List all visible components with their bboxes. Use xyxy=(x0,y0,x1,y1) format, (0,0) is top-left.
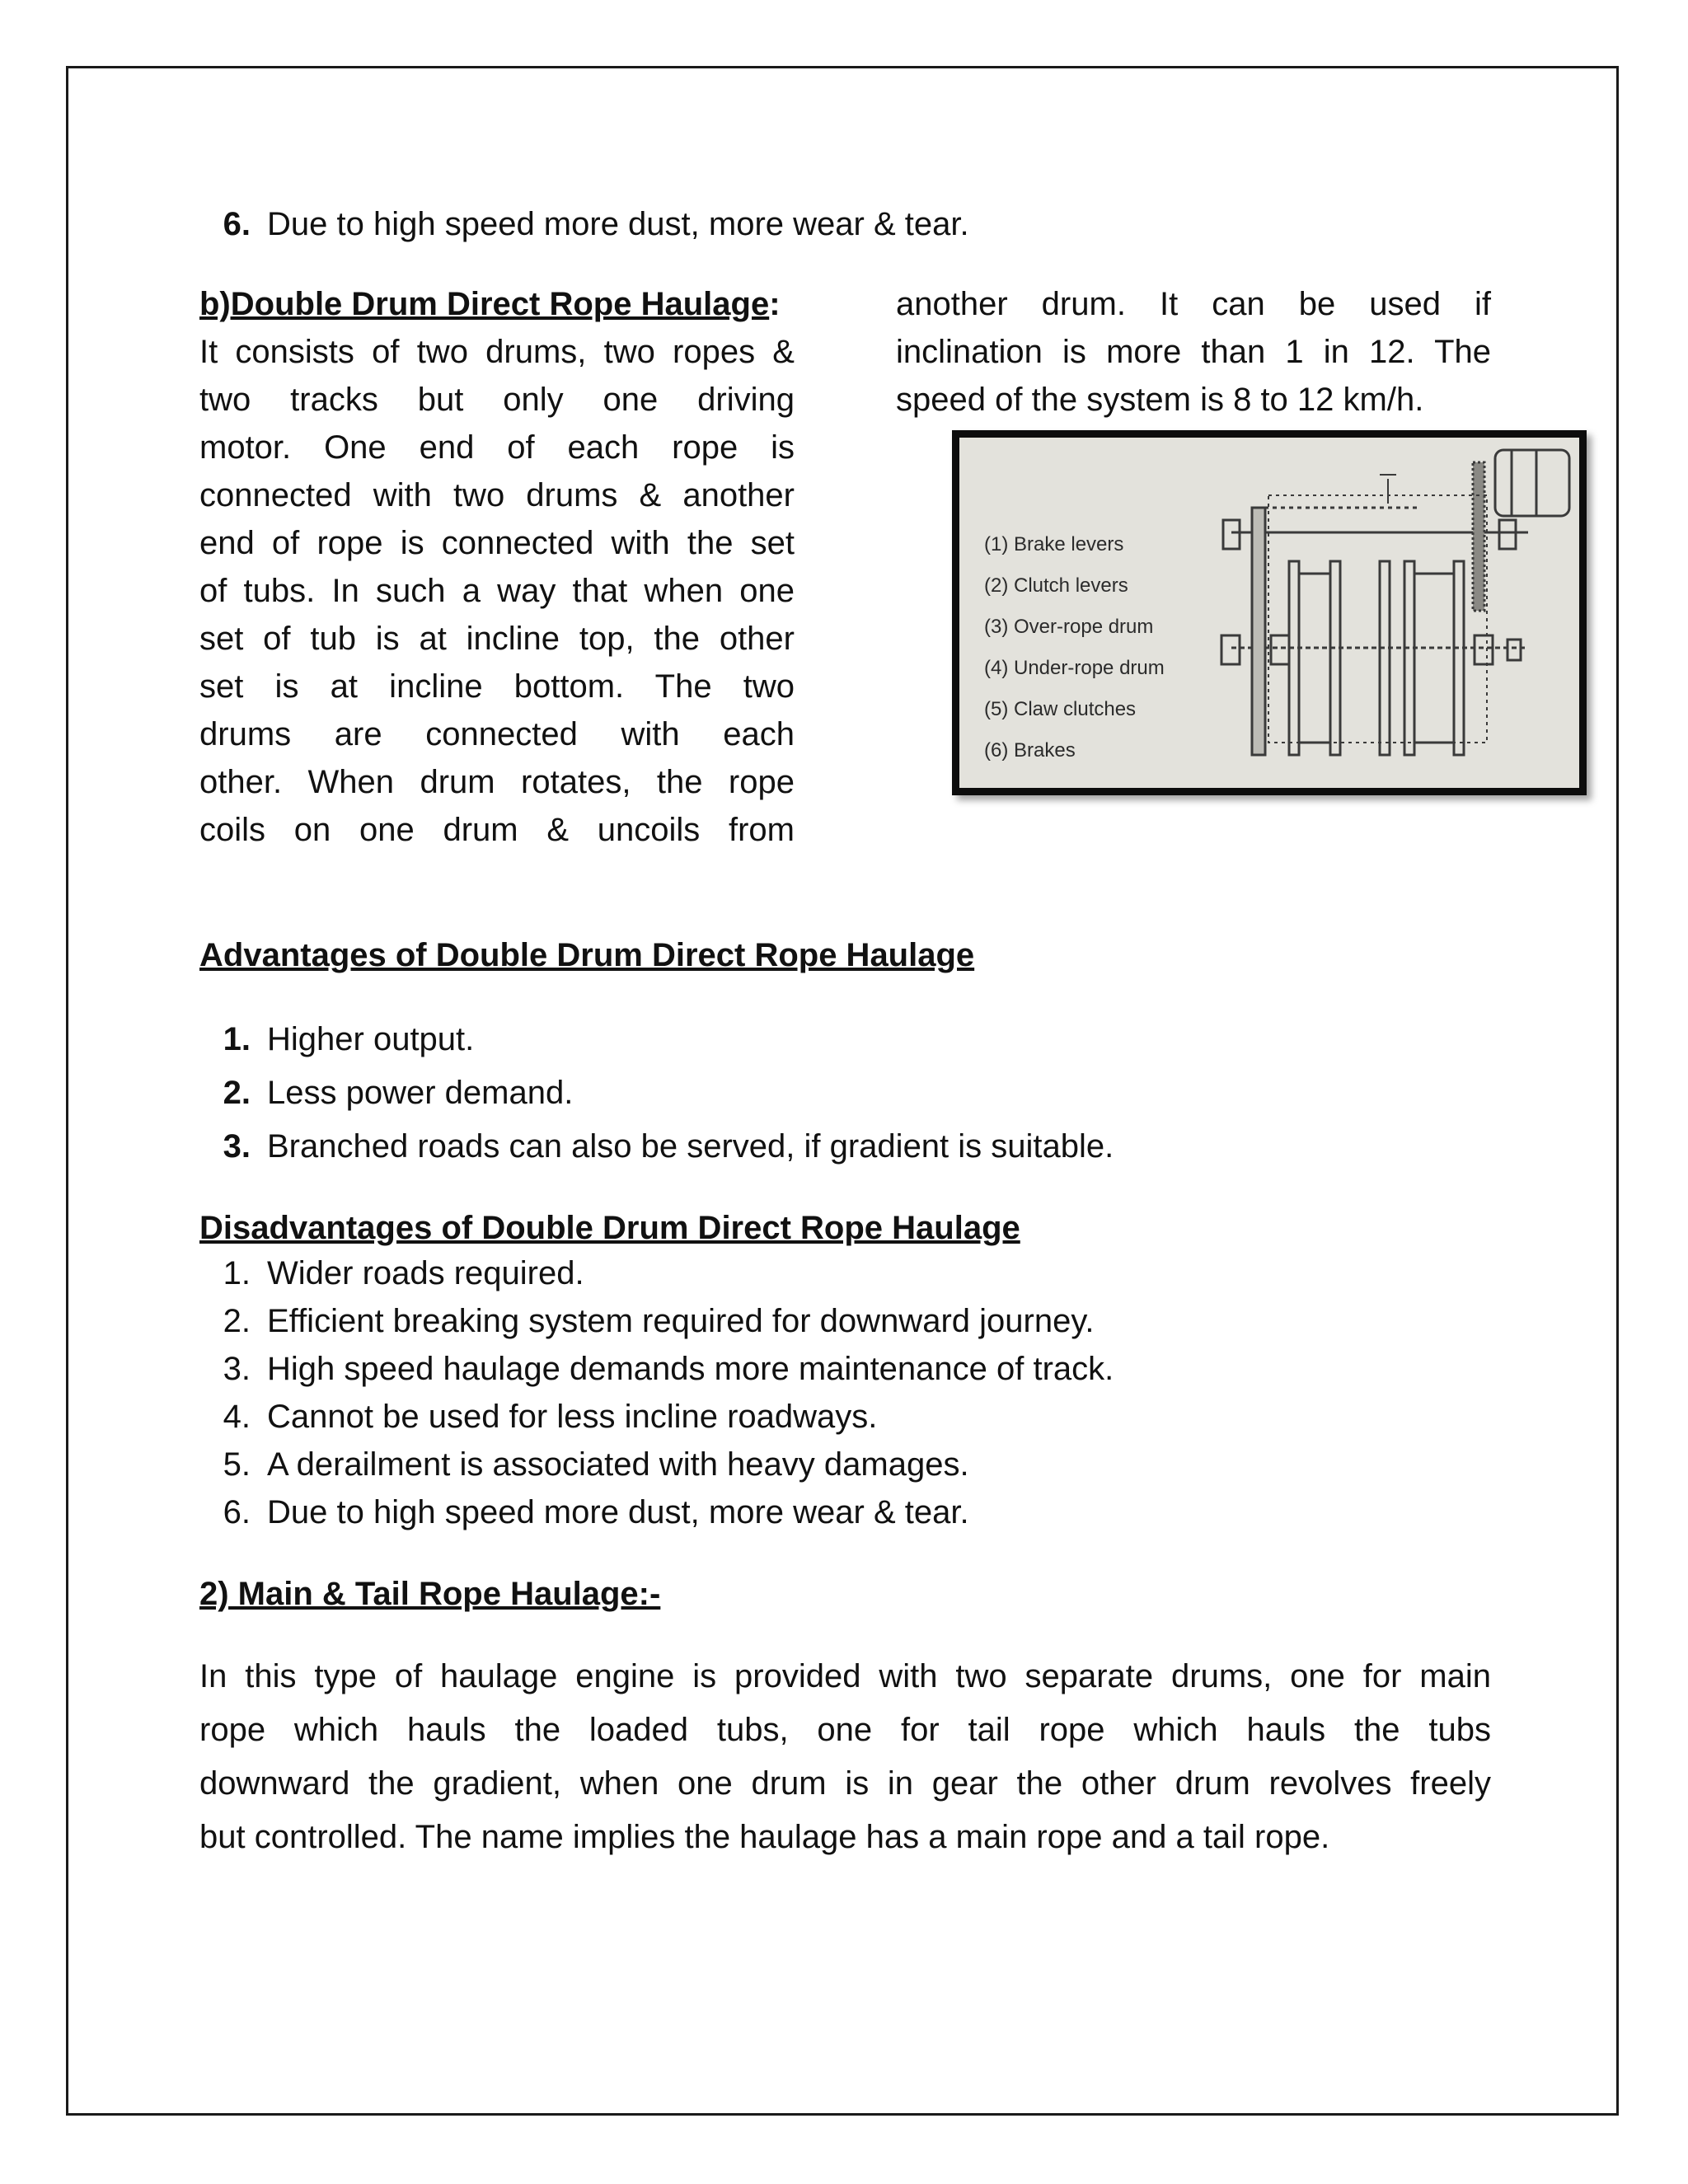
advantages-list xyxy=(199,1015,1114,1170)
advantage-item xyxy=(199,1015,1114,1063)
legend-item: (2) Clutch levers xyxy=(984,574,1128,597)
disadvantage-item xyxy=(199,1249,1114,1297)
top-list-item xyxy=(199,200,969,248)
disadvantage-item xyxy=(199,1393,1114,1441)
list-text: Branched roads can also be served, if gradient is suitable. xyxy=(267,1128,1114,1165)
legend-item: (3) Over-rope drum xyxy=(984,616,1154,638)
legend-item: (4) Under-rope drum xyxy=(984,657,1165,679)
disadvantage-item xyxy=(199,1488,1114,1536)
haulage-diagram xyxy=(959,438,1579,788)
disadvantages-list xyxy=(199,1249,1114,1536)
section-b-heading: b)Double Drum Direct Rope Haulage xyxy=(199,286,770,322)
list-number: 5. xyxy=(223,1446,251,1483)
list-number: 3. xyxy=(223,1351,251,1387)
list-text: High speed haulage demands more maintenance of track. xyxy=(267,1351,1114,1387)
paragraph-line: another drum. It can be used if xyxy=(896,286,1491,322)
section-b-heading-colon: : xyxy=(769,286,781,322)
paragraph-line: two tracks but only one driving xyxy=(199,382,795,418)
section-b-right-column xyxy=(896,280,1491,424)
paragraph-line: end of rope is connected with the set xyxy=(199,525,795,561)
section-b-left-column xyxy=(199,280,795,854)
paragraph-line: of tubs. In such a way that when one xyxy=(199,573,795,609)
paragraph-line: coils on one drum & uncoils from xyxy=(199,812,795,848)
advantages-heading: Advantages of Double Drum Direct Rope Haulage xyxy=(199,937,975,973)
list-text: Due to high speed more dust, more wear & tear. xyxy=(267,206,969,242)
paragraph-line: motor. One end of each rope is xyxy=(199,429,795,466)
main-tail-heading: 2) Main & Tail Rope Haulage:- xyxy=(199,1576,661,1612)
paragraph-line: rope which hauls the loaded tubs, one for tail rope which hauls the tubs xyxy=(199,1712,1491,1748)
disadvantage-item xyxy=(199,1345,1114,1393)
advantage-item xyxy=(199,1069,1114,1117)
paragraph-line: drums are connected with each xyxy=(199,716,795,752)
list-text: Efficient breaking system required for downward journey. xyxy=(267,1303,1095,1339)
list-number: 3. xyxy=(223,1128,251,1165)
paragraph-line: but controlled. The name implies the haulage has a main rope and a tail rope. xyxy=(199,1819,1330,1855)
main-tail-paragraph xyxy=(199,1650,1491,1864)
list-number: 6. xyxy=(223,1494,251,1530)
list-number: 4. xyxy=(223,1399,251,1435)
list-number: 1. xyxy=(223,1255,251,1291)
list-number: 2. xyxy=(223,1303,251,1339)
paragraph-line: speed of the system is 8 to 12 km/h. xyxy=(896,382,1424,418)
list-number: 6. xyxy=(223,206,251,242)
paragraph-line: In this type of haulage engine is provided with two separate drums, one for main xyxy=(199,1658,1491,1694)
section-b-heading-line xyxy=(199,280,795,328)
list-number: 2. xyxy=(223,1075,251,1111)
disadvantages-heading: Disadvantages of Double Drum Direct Rope Haulage xyxy=(199,1210,1020,1246)
advantage-item xyxy=(199,1122,1114,1170)
list-text: Wider roads required. xyxy=(267,1255,584,1291)
paragraph-line: downward the gradient, when one drum is in gear the other drum revolves freely xyxy=(199,1765,1491,1802)
disadvantage-item xyxy=(199,1441,1114,1488)
legend-item: (6) Brakes xyxy=(984,739,1076,762)
list-text: A derailment is associated with heavy damages. xyxy=(267,1446,969,1483)
list-text: Higher output. xyxy=(267,1021,475,1057)
paragraph-line: inclination is more than 1 in 12. The xyxy=(896,334,1491,370)
paragraph-line: It consists of two drums, two ropes & xyxy=(199,334,795,370)
haulage-diagram-figure xyxy=(952,430,1587,795)
list-text: Less power demand. xyxy=(267,1075,574,1111)
legend-item: (1) Brake levers xyxy=(984,533,1124,555)
legend-item: (5) Claw clutches xyxy=(984,698,1137,720)
paragraph-line: connected with two drums & another xyxy=(199,477,795,513)
disadvantage-item xyxy=(199,1297,1114,1345)
paragraph-line: other. When drum rotates, the rope xyxy=(199,764,795,800)
list-text: Due to high speed more dust, more wear & tear. xyxy=(267,1494,969,1530)
list-number: 1. xyxy=(223,1021,251,1057)
list-text: Cannot be used for less incline roadways. xyxy=(267,1399,878,1435)
paragraph-line: set is at incline bottom. The two xyxy=(199,668,795,705)
paragraph-line: set of tub is at incline top, the other xyxy=(199,621,795,657)
